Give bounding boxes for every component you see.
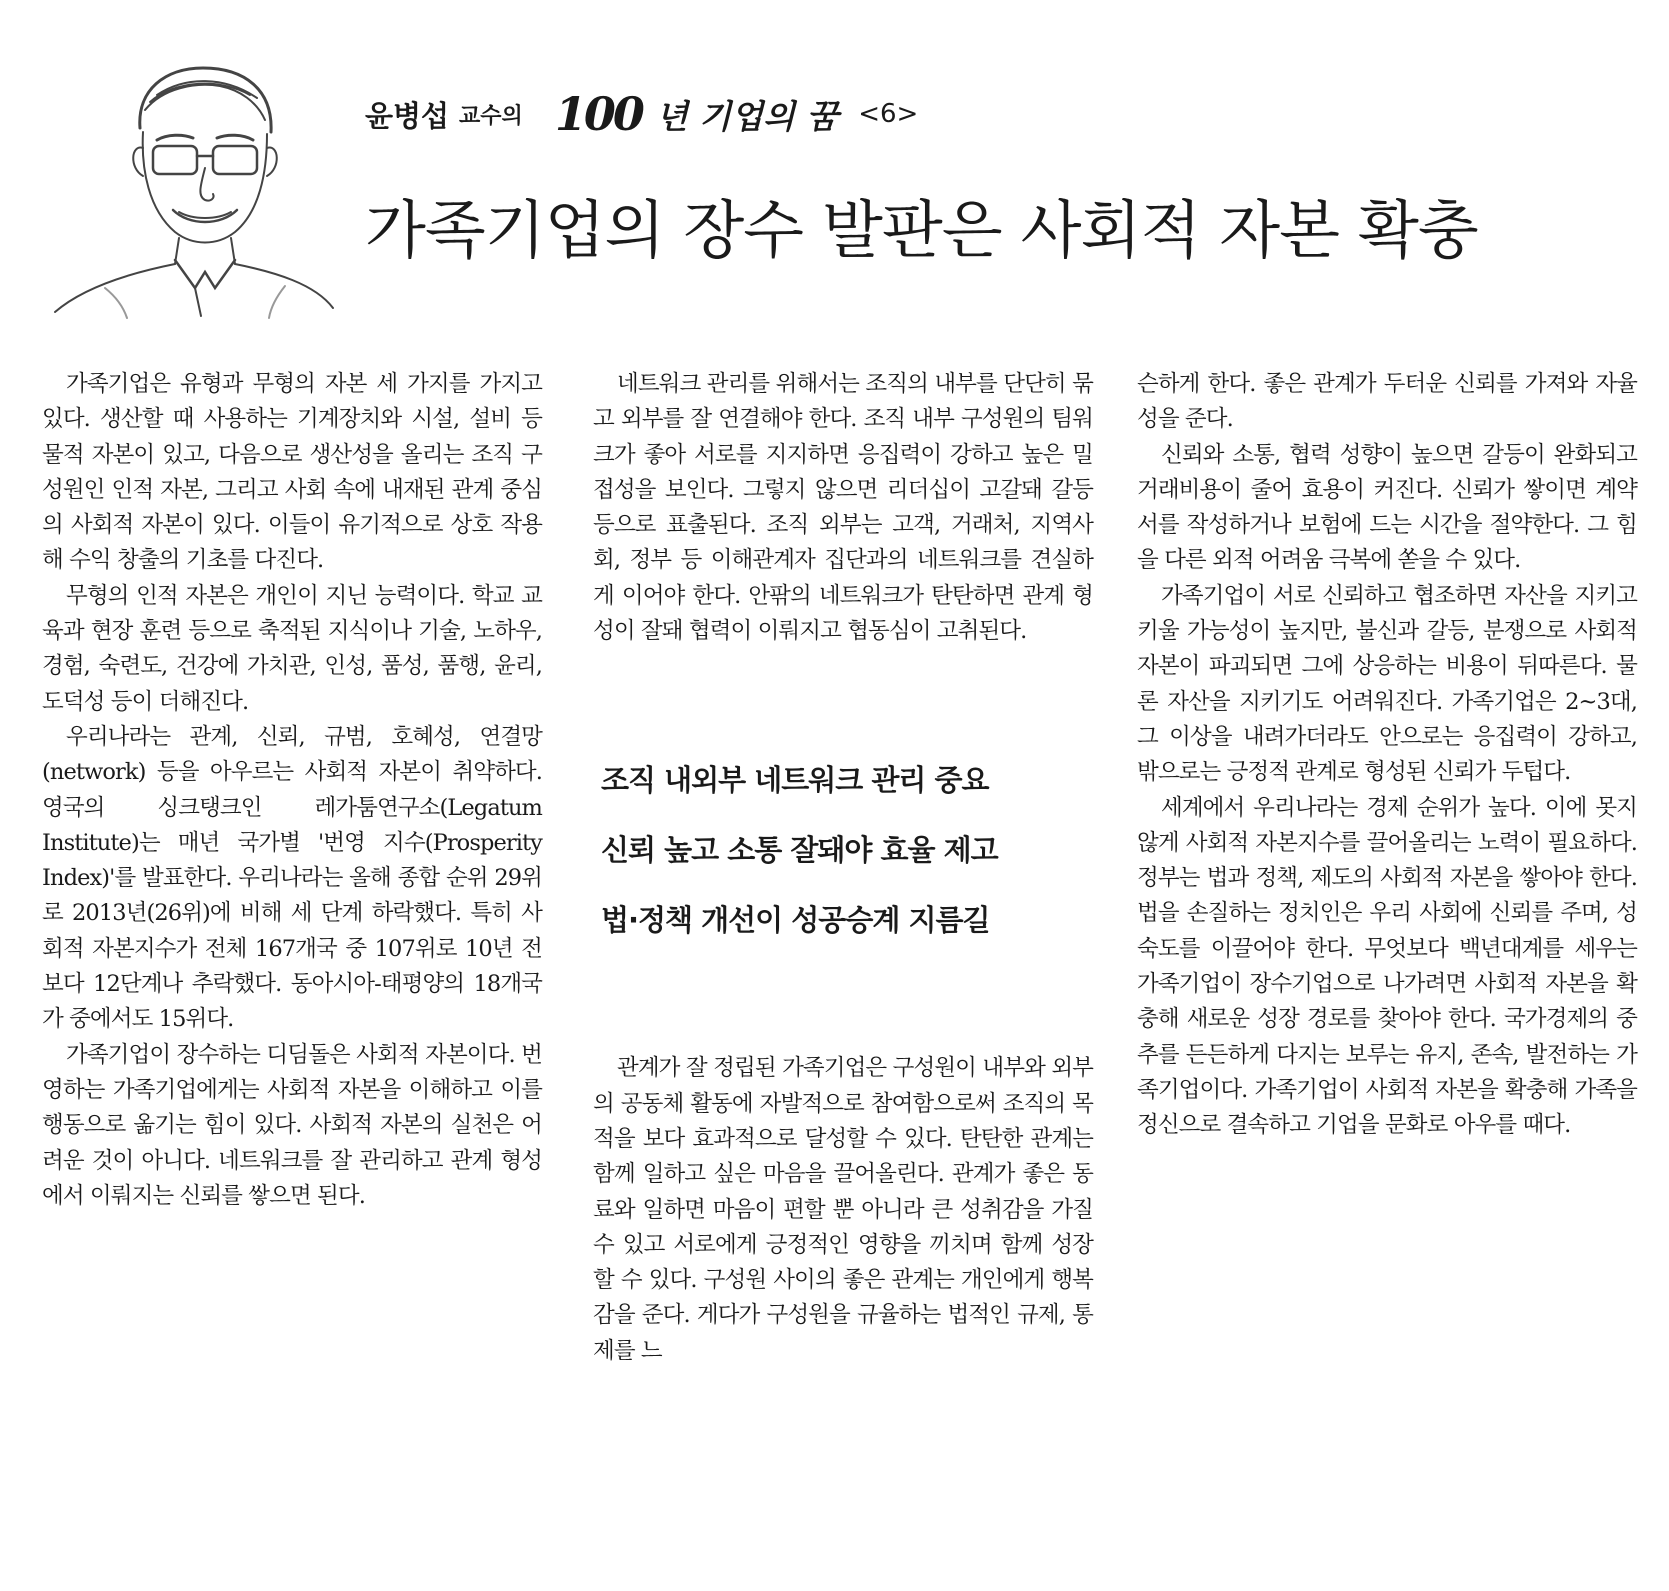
series-author: 윤병섭: [365, 98, 450, 133]
paragraph: 네트워크 관리를 위해서는 조직의 내부를 단단히 묶고 외부를 잘 연결해야 한다. 조직 내부 구성원의 팀워크가 좋아 서로를 지지하면 응집력이 강하고 높은 밀접성을 보인다. 그렇지 않으면 리더십이 고갈돼 갈등 등으로 표출된다. 조직 외부는 고객, 거래처, 지역사회, 정부 등 이해관계자 집단과의 네트워크를 견실하게 이어야 한다. 안팎의 네트워크가 탄탄하면 관계 형성이 잘돼 협력이 이뤄지고 협동심이 고취된다.: [593, 371, 1093, 645]
paragraph: 우리나라는 관계, 신뢰, 규범, 호혜성, 연결망(network) 등을 아우르는 사회적 자본이 취약하다. 영국의 싱크탱크인 레가툼연구소(Legatum Institute)는 매년 국가별 '번영 지수(Prosperity Index)'를 발표한다. 우리나라는 올해 종합 순위 29위로 2013년(26위)에 비해 세 단계 하락했다. 특히 사회적 자본지수가 전체 167개국 중 107위로 10년 전보다 12단계나 추락했다. 동아시아-태평양의 18개국가 중에서도 15위다.: [42, 723, 542, 1033]
paragraph: 가족기업이 장수하는 디딤돌은 사회적 자본이다. 번영하는 가족기업에게는 사회적 자본을 이해하고 이를 행동으로 옮기는 힘이 있다. 사회적 자본의 실천은 어려운 것이 아니다. 네트워크를 잘 관리하고 관계 형성에서 이뤄지는 신뢰를 쌓으면 된다.: [42, 1041, 542, 1209]
article-column-2: [593, 367, 1093, 1369]
paragraph: 세계에서 우리나라는 경제 순위가 높다. 이에 못지않게 사회적 자본지수를 끌어올리는 노력이 필요하다. 정부는 법과 정책, 제도의 사회적 자본을 쌓아야 한다. 법을 손질하는 정치인은 우리 사회에 신뢰를 주며, 성숙도를 이끌어야 한다. 무엇보다 백년대계를 세우는 가족기업이 장수기업으로 나가려면 사회적 자본을 확충해 새로운 성장 경로를 찾아야 한다. 국가경제의 중추를 든든하게 다지는 보루는 유지, 존속, 발전하는 가족기업이다. 가족기업이 사회적 자본을 확충해 가족을 정신으로 결속하고 기업을 문화로 아우를 때다.: [1137, 794, 1637, 1139]
paragraph: 신뢰와 소통, 협력 성향이 높으면 갈등이 완화되고 거래비용이 줄어 효용이 커진다. 신뢰가 쌓이면 계약서를 작성하거나 보험에 드는 시간을 절약한다. 그 힘을 다른 외적 어려움 극복에 쏟을 수 있다.: [1137, 441, 1637, 574]
series-label: [365, 84, 918, 144]
series-episode: <6>: [858, 99, 919, 129]
paragraph: 무형의 인적 자본은 개인이 지닌 능력이다. 학교 교육과 현장 훈련 등으로 축적된 지식이나 기술, 노하우, 경험, 숙련도, 건강에 가치관, 인성, 품성, 품행, 윤리, 도덕성 등이 더해진다.: [42, 582, 542, 715]
paragraph-continuation: 슨하게 한다. 좋은 관계가 두터운 신뢰를 가져와 자율성을 준다.: [1137, 371, 1637, 433]
subheadings: [601, 745, 1093, 955]
series-author-suffix: 교수의: [459, 103, 523, 129]
headline: 가족기업의 장수 발판은 사회적 자본 확충: [365, 194, 1478, 267]
subheading: 법·정책 개선이 성공승계 지름길: [601, 903, 990, 938]
subheading: 신뢰 높고 소통 잘돼야 효율 제고: [601, 833, 998, 868]
author-portrait-illustration: [45, 50, 335, 320]
paragraph: 가족기업은 유형과 무형의 자본 세 가지를 가지고 있다. 생산할 때 사용하는 기계장치와 시설, 설비 등 물적 자본이 있고, 다음으로 생산성을 올리는 조직 구성원인 인적 자본, 그리고 사회 속에 내재된 관계 중심의 사회적 자본이 있다. 이들이 유기적으로 상호 작용해 수익 창출의 기초를 다진다.: [42, 371, 542, 574]
series-name: 년 기업의 꿈: [655, 96, 839, 136]
series-number: 100: [554, 87, 642, 141]
subheading: 조직 내외부 네트워크 관리 중요: [601, 763, 989, 798]
article-column-1: [42, 367, 542, 1214]
paragraph: 가족기업이 서로 신뢰하고 협조하면 자산을 지키고 키울 가능성이 높지만, 불신과 갈등, 분쟁으로 사회적 자본이 파괴되면 그에 상응하는 비용이 뒤따른다. 물론 자산을 지키기도 어려워진다. 가족기업은 2~3대, 그 이상을 내려가더라도 안으로는 응집력이 강하고, 밖으로는 긍정적 관계로 형성된 신뢰가 두텁다.: [1137, 582, 1637, 786]
article-column-3: [1137, 367, 1637, 1144]
paragraph: 관계가 잘 정립된 가족기업은 구성원이 내부와 외부의 공동체 활동에 자발적으로 참여함으로써 조직의 목적을 보다 효과적으로 달성할 수 있다. 탄탄한 관계는 함께 일하고 싶은 마음을 끌어올린다. 관계가 좋은 동료와 일하면 마음이 편할 뿐 아니라 큰 성취감을 가질 수 있고 서로에게 긍정적인 영향을 끼치며 함께 성장할 수 있다. 구성원 사이의 좋은 관계는 개인에게 행복감을 준다. 게다가 구성원을 규율하는 법적인 규제, 통제를 느: [593, 1055, 1093, 1364]
